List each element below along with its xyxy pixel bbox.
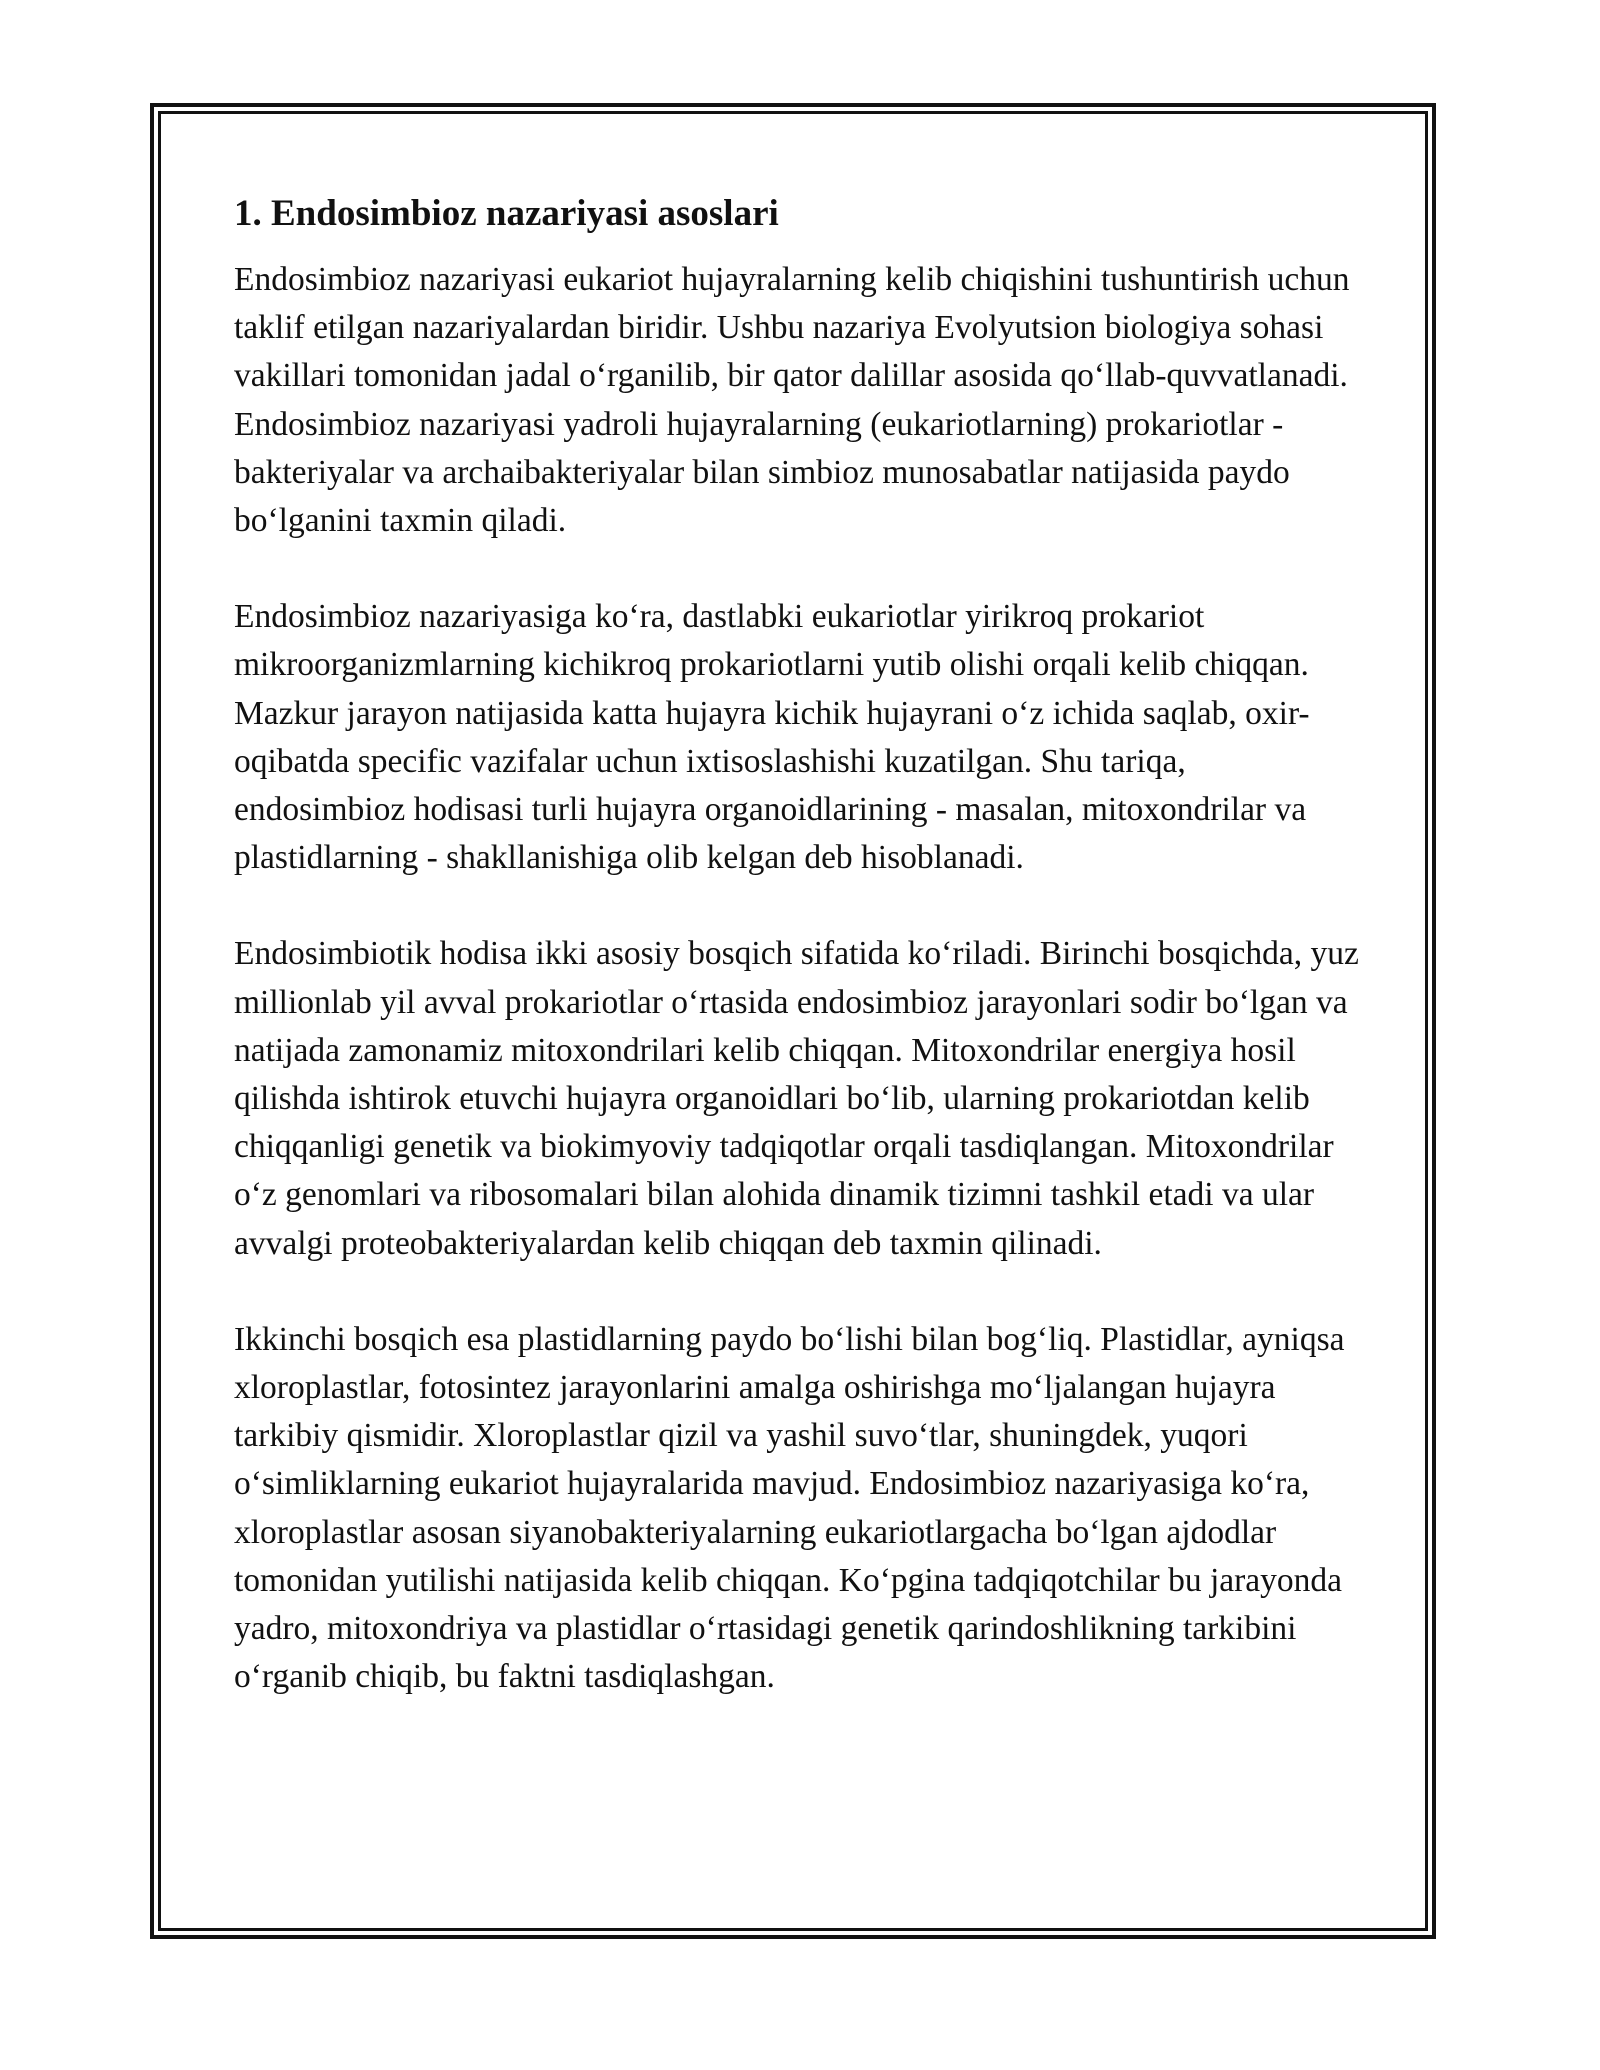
document-body <box>234 188 1364 1749</box>
section-heading: 1. Endosimbioz nazariyasi asoslari <box>234 193 779 234</box>
paragraph-4: Ikkinchi bosqich esa plastidlarning paydo bo‘lishi bilan bog‘liq. Plastidlar, ayniqsa xloroplastlar, fotosintez jarayonlarini amalga oshirishga mo‘ljalangan hujayra tarkibiy qismidir. Xloroplastlar qizil va yashil suvo‘tlar, shuningdek, yuqori o‘simliklarning eukariot hujayralarida mavjud. Endosimbioz nazariyasiga ko‘ra, xloroplastlar asosan siyanobakteriyalarning eukariotlargacha bo‘lgan ajdodlar tomonidan yutilishi natijasida kelib chiqqan. Ko‘pgina tadqiqotchilar bu jarayonda yadro, mitoxondriya va plastidlar o‘rtasidagi genetik qarindoshlikning tarkibini o‘rganib chiqib, bu faktni tasdiqlashgan. <box>234 1320 1345 1696</box>
paragraph-3: Endosimbiotik hodisa ikki asosiy bosqich sifatida ko‘riladi. Birinchi bosqichda, yuz millionlab yil avval prokariotlar o‘rtasida endosimbioz jarayonlari sodir bo‘lgan va natijada zamonamiz mitoxondrilari kelib chiqqan. Mitoxondrilar energiya hosil qilishda ishtirok etuvchi hujayra organoidlari bo‘lib, ularning prokariotdan kelib chiqqanligi genetik va biokimyoviy tadqiqotlar orqali tasdiqlangan. Mitoxondrilar o‘z genomlari va ribosomalari bilan alohida dinamik tizimni tashkil etadi va ular avvalgi proteobakteriyalardan kelib chiqqan deb taxmin qilinadi. <box>234 935 1359 1262</box>
paragraph-2: Endosimbioz nazariyasiga ko‘ra, dastlabki eukariotlar yirikroq prokariot mikroorganizmlarning kichikroq prokariotlarni yutib olishi orqali kelib chiqqan. Mazkur jarayon natijasida katta hujayra kichik hujayrani o‘z ichida saqlab, oxir-oqibatda specific vazifalar uchun ixtisoslashishi kuzatilgan. Shu tariqa, endosimbioz hodisasi turli hujayra organoidlarining - masalan, mitoxondrilar va plastidlarning - shakllanishiga olib kelgan deb hisoblanadi. <box>234 598 1310 877</box>
paragraph-1: Endosimbioz nazariyasi eukariot hujayralarning kelib chiqishini tushuntirish uchun taklif etilgan nazariyalardan biridir. Ushbu nazariya Evolyutsion biologiya sohasi vakillari tomonidan jadal o‘rganilib, bir qator dalillar asosida qo‘llab-quvvatlanadi. Endosimbioz nazariyasi yadroli hujayralarning (eukariotlarning) prokariotlar - bakteriyalar va archaibakteriyalar bilan simbioz munosabatlar natijasida paydo bo‘lganini taxmin qiladi. <box>234 261 1350 540</box>
